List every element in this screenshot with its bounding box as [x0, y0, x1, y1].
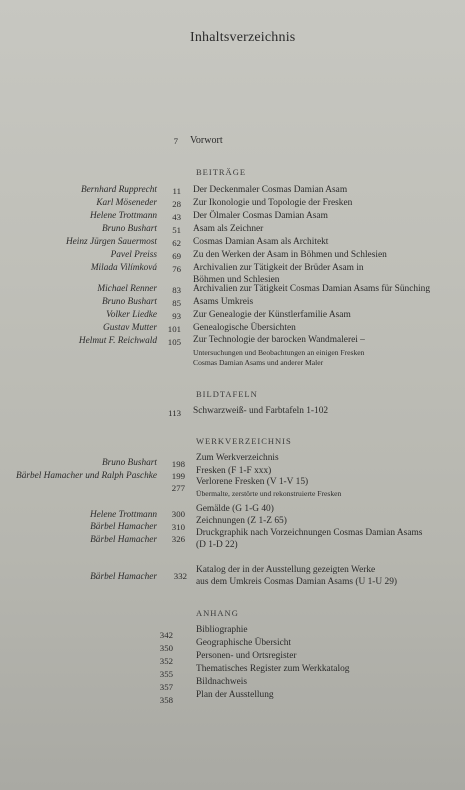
author: Volker Liedke [106, 310, 157, 320]
page-number: 28 [172, 199, 181, 209]
page-number: 310 [171, 522, 185, 532]
entry-title: Schwarzweiß- und Farbtafeln 1-102 [193, 406, 329, 416]
page-number: 69 [172, 251, 181, 261]
entry-title: Der Deckenmaler Cosmas Damian Asam [193, 185, 348, 195]
page-number: 352 [159, 656, 173, 666]
entry-title: Archivalien zur Tätigkeit der Brüder Asam in [193, 263, 364, 273]
entry-subtitle: Untersuchungen und Beobachtungen an einigen Fresken [193, 348, 365, 357]
page-number: 62 [172, 238, 181, 248]
page-number: 350 [159, 643, 173, 653]
author: Helene Trottmann [89, 510, 157, 520]
entry-title-continued: aus dem Umkreis Cosmas Damian Asams (U 1-U 29) [196, 577, 398, 587]
section-beitraege: BEITRÄGE [196, 167, 247, 177]
author: Helene Trottmann [89, 211, 157, 221]
page-number: 199 [171, 471, 185, 481]
vorwort-page: 7 [173, 136, 178, 146]
entry-title: Zu den Werken der Asam in Böhmen und Schlesien [193, 250, 387, 260]
entry-title: Zur Technologie der barocken Wandmalerei – [193, 335, 365, 345]
entry-title: Archivalien zur Tätigkeit Cosmas Damian Asams für Sünching [193, 284, 431, 294]
entry-title: Druckgraphik nach Vorzeichnungen Cosmas Damian Asams [196, 528, 423, 538]
page-number: 358 [159, 695, 173, 705]
author: Bernhard Rupprecht [81, 185, 157, 195]
author: Bruno Bushart [101, 297, 157, 307]
page-number: 357 [159, 682, 173, 692]
page-number: 83 [172, 285, 181, 295]
author: Michael Renner [97, 284, 157, 294]
entry-title: Gemälde (G 1-G 40) [196, 504, 274, 514]
page-number: 332 [173, 571, 187, 581]
author: Bärbel Hamacher und Ralph Paschke [16, 471, 157, 481]
page-number: 51 [172, 225, 181, 235]
entry-title: Personen- und Ortsregister [196, 651, 297, 661]
page-number: 43 [172, 212, 181, 222]
entry-title-continued: Böhmen und Schlesien [193, 275, 280, 285]
author: Karl Möseneder [96, 198, 157, 208]
entry-title-continued: (D 1-D 22) [196, 540, 238, 550]
page-number: 277 [171, 483, 185, 493]
author: Bruno Bushart [101, 458, 157, 468]
page-number: 85 [172, 298, 181, 308]
entry-title: Fresken (F 1-F xxx) [196, 466, 272, 476]
author: Milada Vilímková [90, 263, 157, 273]
page-number: 198 [171, 459, 185, 469]
section-bildtafeln: BILDTAFELN [196, 389, 258, 399]
entry-title: Asam als Zeichner [193, 224, 264, 234]
author: Helmut F. Reichwald [78, 336, 157, 346]
entry-title: Zur Genealogie der Künstlerfamilie Asam [193, 310, 351, 320]
page-number: 93 [172, 311, 181, 321]
entry-title: Bildnachweis [196, 677, 248, 687]
vorwort-text: Vorwort [190, 135, 223, 146]
entry-title: Bibliographie [196, 625, 248, 635]
page-number: 101 [167, 324, 181, 334]
entry-title: Plan der Ausstellung [196, 690, 274, 700]
page-number: 342 [159, 630, 173, 640]
page-number: 113 [168, 408, 181, 418]
entry-title: Katalog der in der Ausstellung gezeigten Werke [196, 565, 376, 575]
entry-title: Zeichnungen (Z 1-Z 65) [196, 516, 287, 526]
entry-title: Genealogische Übersichten [193, 323, 296, 333]
entry-subtitle: Cosmas Damian Asams und anderer Maler [193, 358, 324, 367]
author: Gustav Mutter [103, 323, 157, 333]
entry-title: Asams Umkreis [193, 297, 254, 307]
entry-title: Thematisches Register zum Werkkatalog [196, 664, 350, 674]
page-number: 76 [172, 264, 181, 274]
page-number: 355 [159, 669, 173, 679]
page-number: 11 [172, 186, 181, 196]
page-number: 105 [167, 337, 181, 347]
author: Bärbel Hamacher [90, 535, 157, 545]
section-anhang: ANHANG [196, 608, 239, 618]
author: Pavel Preiss [110, 250, 157, 260]
entry-title: Cosmas Damian Asam als Architekt [193, 237, 329, 247]
entry-title: Verlorene Fresken (V 1-V 15) [196, 477, 309, 487]
entry-title: Zum Werkverzeichnis [196, 453, 279, 463]
entry-title: Geographische Übersicht [196, 638, 292, 648]
page-number: 326 [171, 534, 185, 544]
author: Bärbel Hamacher [90, 572, 157, 582]
entry-title: Zur Ikonologie und Topologie der Fresken [193, 198, 353, 208]
author: Bärbel Hamacher [90, 522, 157, 532]
entry-subtitle: Übermalte, zerstörte und rekonstruierte Fresken [196, 489, 342, 498]
author: Bruno Bushart [101, 224, 157, 234]
author: Heinz Jürgen Sauermost [65, 237, 157, 247]
section-werkverzeichnis: WERKVERZEICHNIS [196, 436, 292, 446]
page-title: Inhaltsverzeichnis [190, 30, 296, 45]
page-number: 300 [171, 509, 185, 519]
entry-title: Der Ölmaler Cosmas Damian Asam [193, 211, 328, 221]
